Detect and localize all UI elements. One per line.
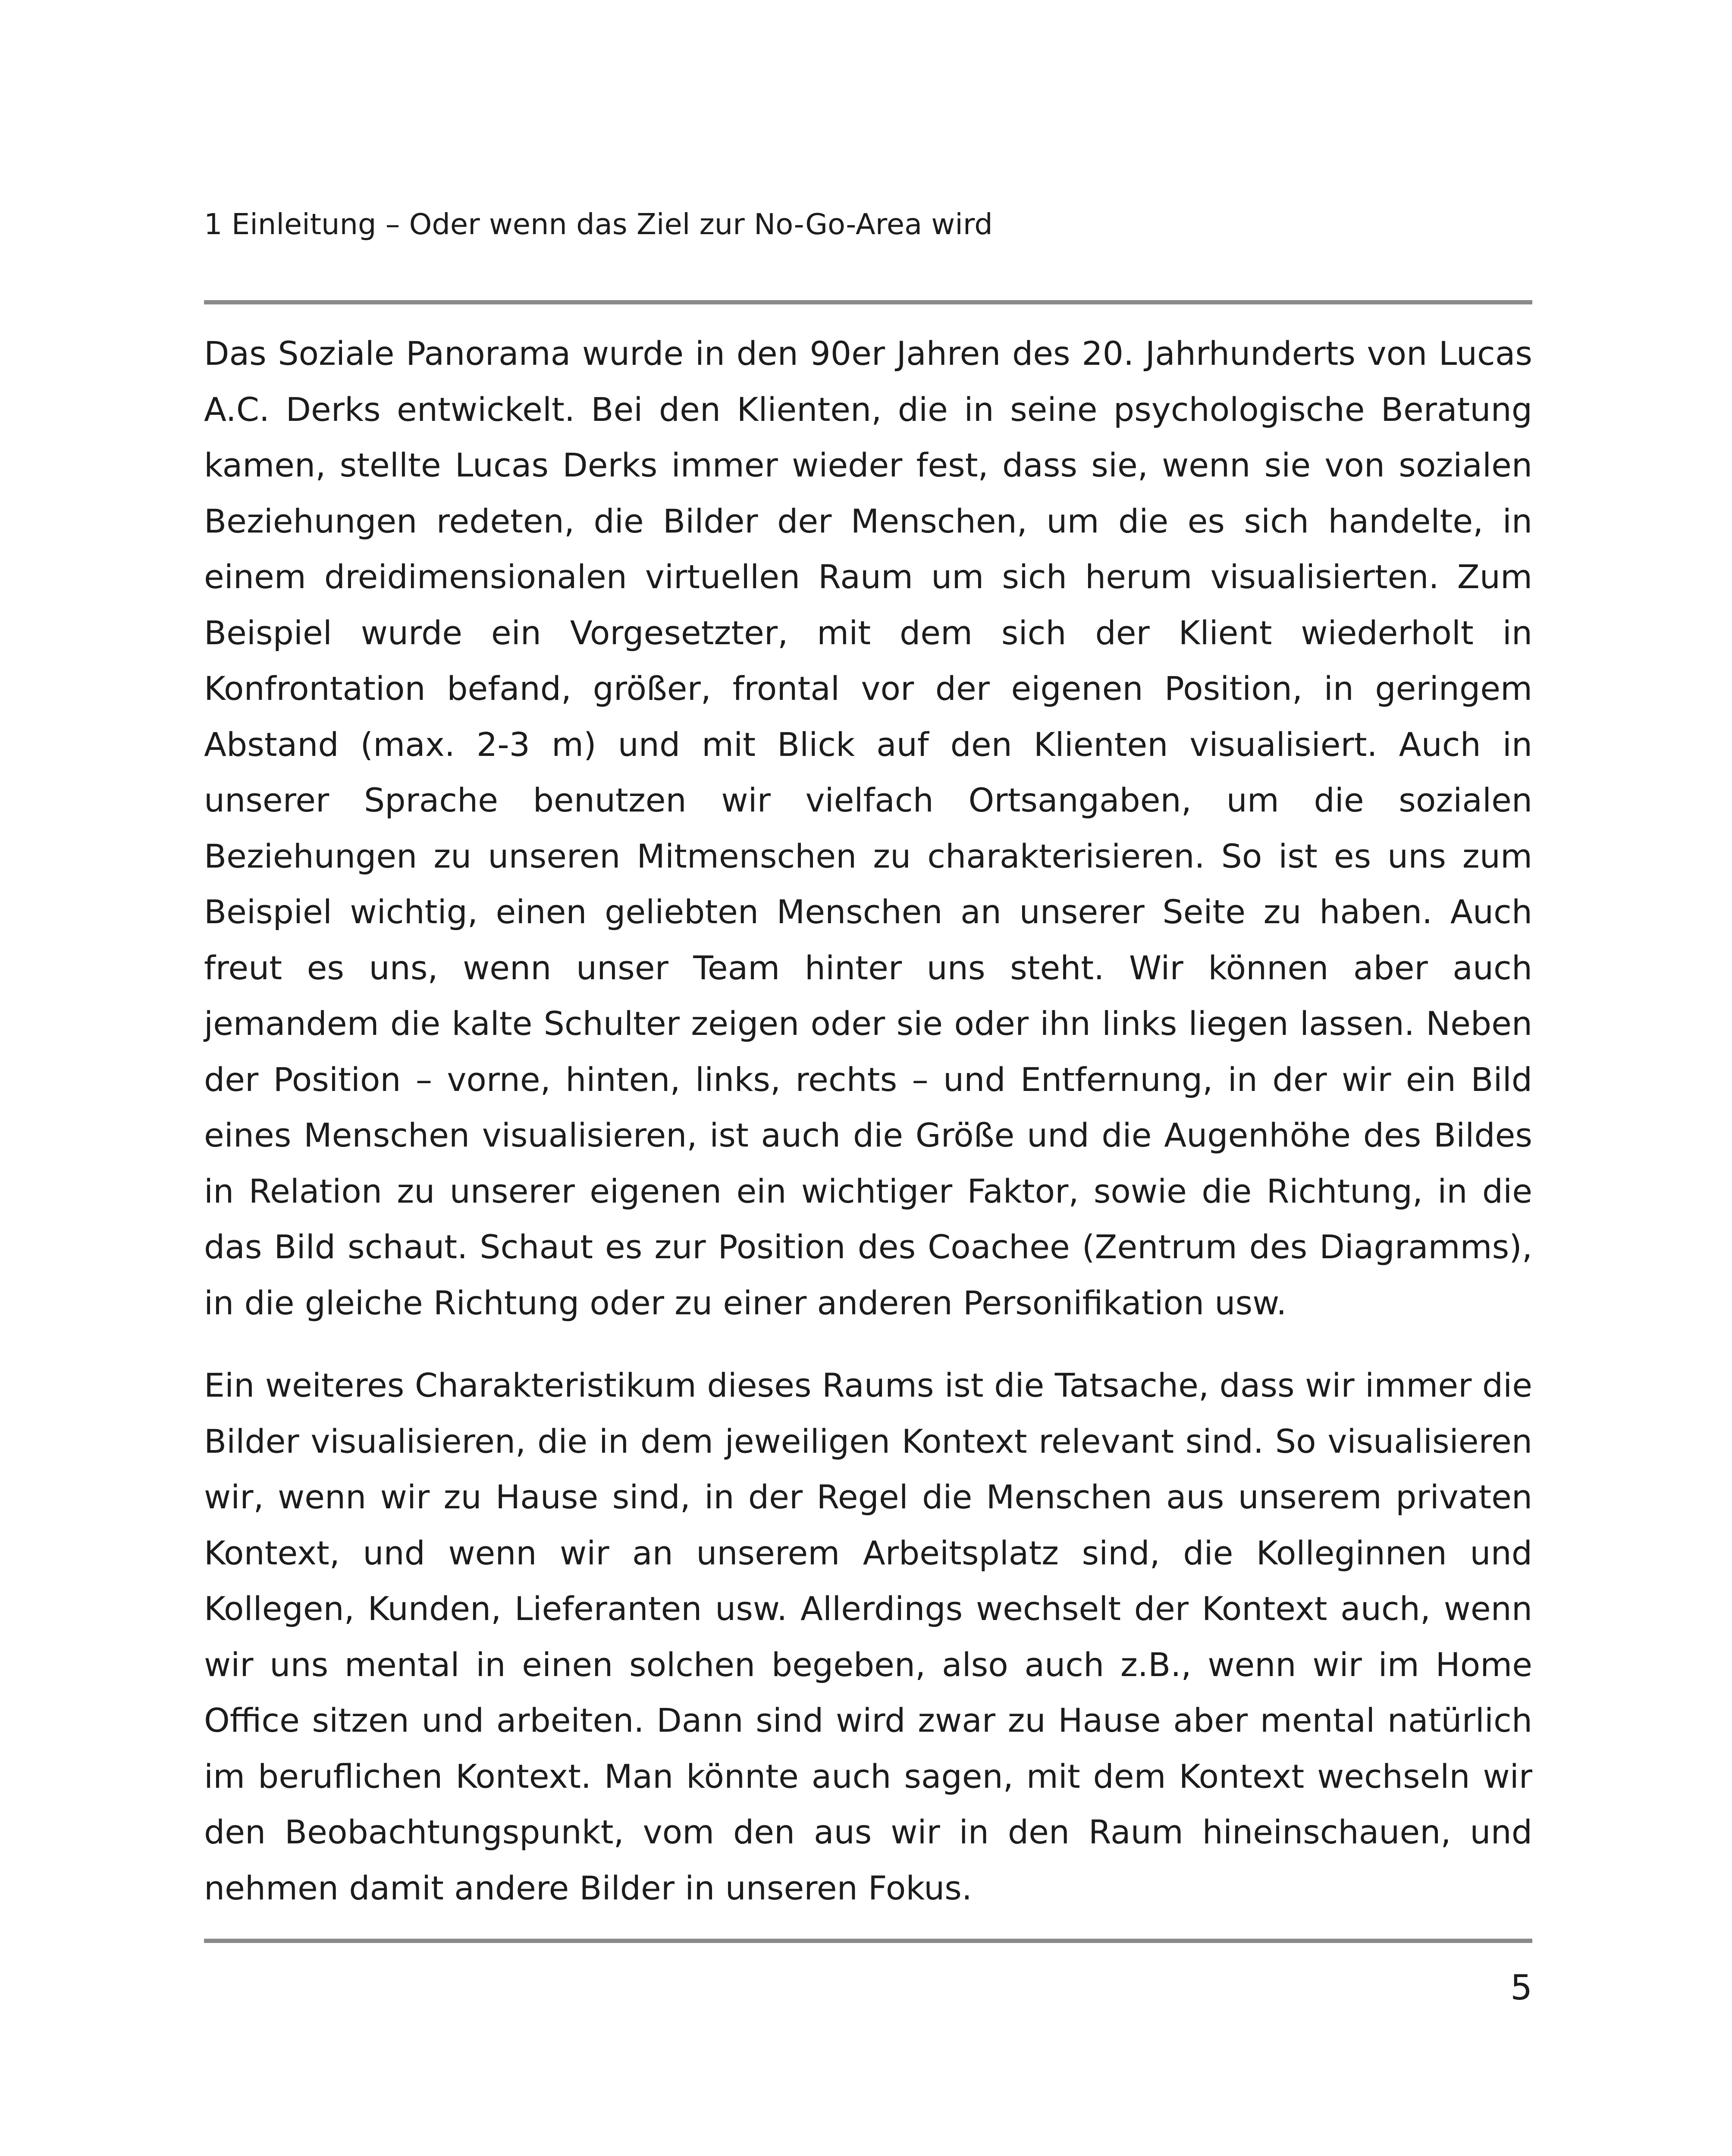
body-text [204, 326, 1532, 1916]
header-divider [204, 300, 1532, 304]
footer-divider [204, 1939, 1532, 1943]
paragraph-1: Das Soziale Panorama wurde in den 90er Jahren des 20. Jahrhunderts von Lucas A.C. Derks entwickelt. Bei den Klienten, die in seine psychologische Beratung kamen, stellte Lucas Derks immer wieder fest, dass sie, wenn sie von sozialen Beziehungen redeten, die Bilder der Menschen, um die es sich handelte, in einem dreidimensionalen virtuellen Raum um sich herum visualisierten. Zum Beispiel wurde ein Vorgesetzter, mit dem sich der Klient wiederholt in Konfrontation befand, größer, frontal vor der eigenen Position, in geringem Abstand (max. 2-3 m) und mit Blick auf den Klienten visualisiert. Auch in unserer Sprache benutzen wir vielfach Ortsangaben, um die sozialen Beziehungen zu unseren Mitmenschen zu charakterisieren. So ist es uns zum Beispiel wichtig, einen geliebten Menschen an unserer Seite zu haben. Auch freut es uns, wenn unser Team hinter uns steht. Wir können aber auch jemandem die kalte Schulter zeigen oder sie oder ihn links liegen lassen. Neben der Position – vorne, hinten, links, rechts – und Entfernung, in der wir ein Bild eines Menschen visualisieren, ist auch die Größe und die Augenhöhe des Bildes in Relation zu unserer eigenen ein wichtiger Faktor, sowie die Richtung, in die das Bild schaut. Schaut es zur Position des Coachee (Zentrum des Diagramms), in die gleiche Richtung oder zu einer anderen Personifikation usw. [204, 334, 1532, 1322]
running-header: 1 Einleitung – Oder wenn das Ziel zur No-Go-Area wird [204, 207, 993, 241]
page-number: 5 [1510, 1968, 1532, 2008]
paragraph-2: Ein weiteres Charakteristikum dieses Raums ist die Tatsache, dass wir immer die Bilder visualisieren, die in dem jeweiligen Kontext relevant sind. So visualisieren wir, wenn wir zu Hause sind, in der Regel die Menschen aus unserem privaten Kontext, und wenn wir an unserem Arbeitsplatz sind, die Kolleginnen und Kollegen, Kunden, Lieferanten usw. Allerdings wechselt der Kontext auch, wenn wir uns mental in einen solchen begeben, also auch z.B., wenn wir im Home Office sitzen und arbeiten. Dann sind wird zwar zu Hause aber mental natürlich im beruflichen Kontext. Man könnte auch sagen, mit dem Kontext wechseln wir den Beobachtungspunkt, vom den aus wir in den Raum hineinschauen, und nehmen damit andere Bilder in unseren Fokus. [204, 1366, 1532, 1907]
